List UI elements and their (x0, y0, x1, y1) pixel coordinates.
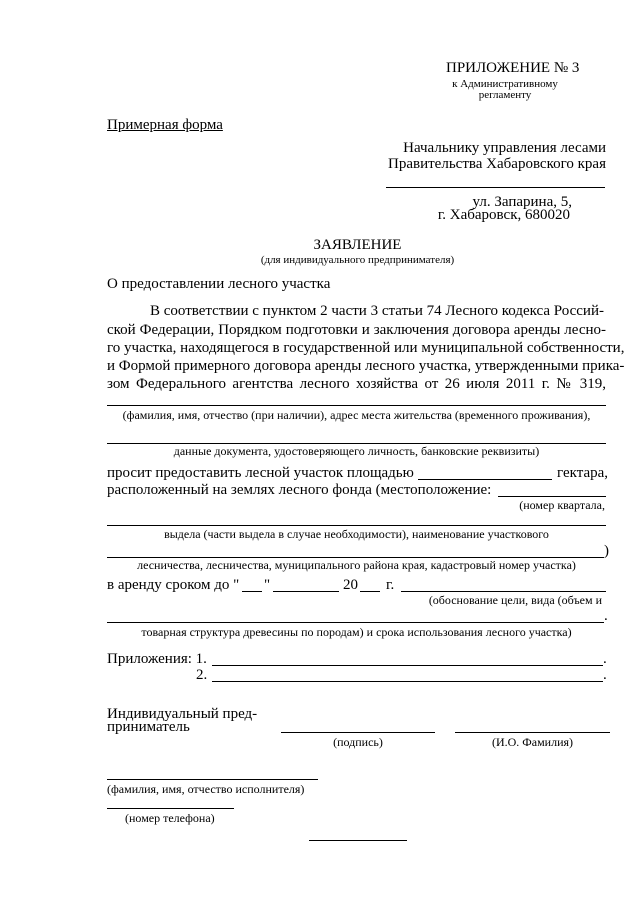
vydel-caption: выдела (части выдела в случае необходимости), наименование участкового (164, 527, 549, 541)
attachment-2-end: . (603, 667, 607, 683)
document-title: ЗАЯВЛЕНИЕ (313, 237, 402, 253)
timber-caption: товарная структура древесины по породам) и срока использования лесного участка) (141, 625, 572, 639)
area-unit: гектара, (557, 465, 609, 481)
signature-field[interactable] (281, 732, 435, 733)
signer-name-caption: (И.О. Фамилия) (491, 735, 574, 749)
lease-purpose-field[interactable] (401, 591, 606, 592)
appendix-line-2: регламенту (478, 89, 532, 101)
addressee-line-2: Правительства Хабаровского края (388, 156, 606, 172)
purpose-caption: (обоснование цели, вида (объем и (428, 593, 602, 607)
executor-phone-field[interactable] (107, 808, 234, 809)
addressee-line-1: Начальнику управления лесами (403, 140, 606, 156)
document-subtitle: (для индивидуального предпринимателя) (260, 254, 455, 266)
lesnichestvo-caption: лесничества, лесничества, муниципального района края, кадастровый номер участка) (137, 558, 576, 572)
closing-paren: ) (604, 543, 609, 559)
lease-month-field[interactable] (273, 591, 339, 592)
signer-role-line-2: приниматель (107, 719, 190, 735)
body-line-5: зом Федерального агентства лесного хозяйства от 26 июля 2011 г. № 319, (107, 376, 606, 392)
lease-prefix: в аренду сроком до " (107, 577, 240, 593)
body-line-1: В соответствии с пунктом 2 части 3 статьи 74 Лесного кодекса Россий- (150, 303, 604, 319)
addressee-city: г. Хабаровск, 680020 (437, 207, 570, 223)
signer-role-line-1: Индивидуальный пред- (107, 706, 258, 722)
document-data-caption: данные документа, удостоверяющего личность, банковские реквизиты) (173, 444, 540, 458)
executor-phone-caption: (номер телефона) (125, 811, 215, 825)
attachment-2-number: 2. (196, 667, 208, 683)
form-label: Примерная форма (107, 117, 223, 133)
body-line-2: ской Федерации, Порядком подготовки и заключения договора аренды лесно- (107, 322, 606, 338)
vydel-line[interactable] (107, 525, 606, 526)
lease-year-field[interactable] (360, 591, 380, 592)
location-field[interactable] (498, 496, 606, 497)
footer-separator (309, 840, 407, 841)
attachment-2-field[interactable] (212, 681, 603, 682)
signer-name-field[interactable] (455, 732, 610, 733)
lease-year-prefix: 20 (343, 577, 358, 593)
fio-address-line[interactable] (107, 405, 606, 406)
attachment-1-end: . (603, 651, 607, 667)
attachment-1-field[interactable] (212, 665, 603, 666)
timber-line-end: . (604, 608, 608, 624)
request-area-text: просит предоставить лесной участок площадью (107, 465, 414, 481)
quarter-caption: (номер квартала, (519, 498, 605, 512)
body-line-3: го участка, находящегося в государственной или муниципальной собственности, (107, 340, 625, 356)
executor-fio-caption: (фамилия, имя, отчество исполнителя) (107, 782, 305, 796)
body-line-4: и Формой примерного договора аренды лесного участка, утвержденными прика- (107, 358, 625, 374)
executor-fio-field[interactable] (107, 779, 318, 780)
signature-caption: (подпись) (333, 735, 383, 749)
attachments-label: Приложения: 1. (107, 651, 207, 667)
addressee-blank-line (386, 187, 605, 188)
timber-line[interactable] (107, 622, 604, 623)
location-text: расположенный на землях лесного фонда (местоположение: (107, 482, 492, 498)
subject-line: О предоставлении лесного участка (107, 276, 331, 292)
lease-year-suffix: г. (386, 577, 395, 593)
appendix-line-1: к Административному (452, 78, 558, 90)
lease-quote-close: " (264, 577, 271, 593)
area-hectares-field[interactable] (418, 479, 552, 480)
fio-address-caption: (фамилия, имя, отчество (при наличии), адрес места жительства (временного проживания), (122, 408, 591, 422)
lease-day-field[interactable] (242, 591, 262, 592)
appendix-title: ПРИЛОЖЕНИЕ № 3 (446, 60, 580, 76)
addressee-street: ул. Запарина, 5, (472, 194, 572, 210)
